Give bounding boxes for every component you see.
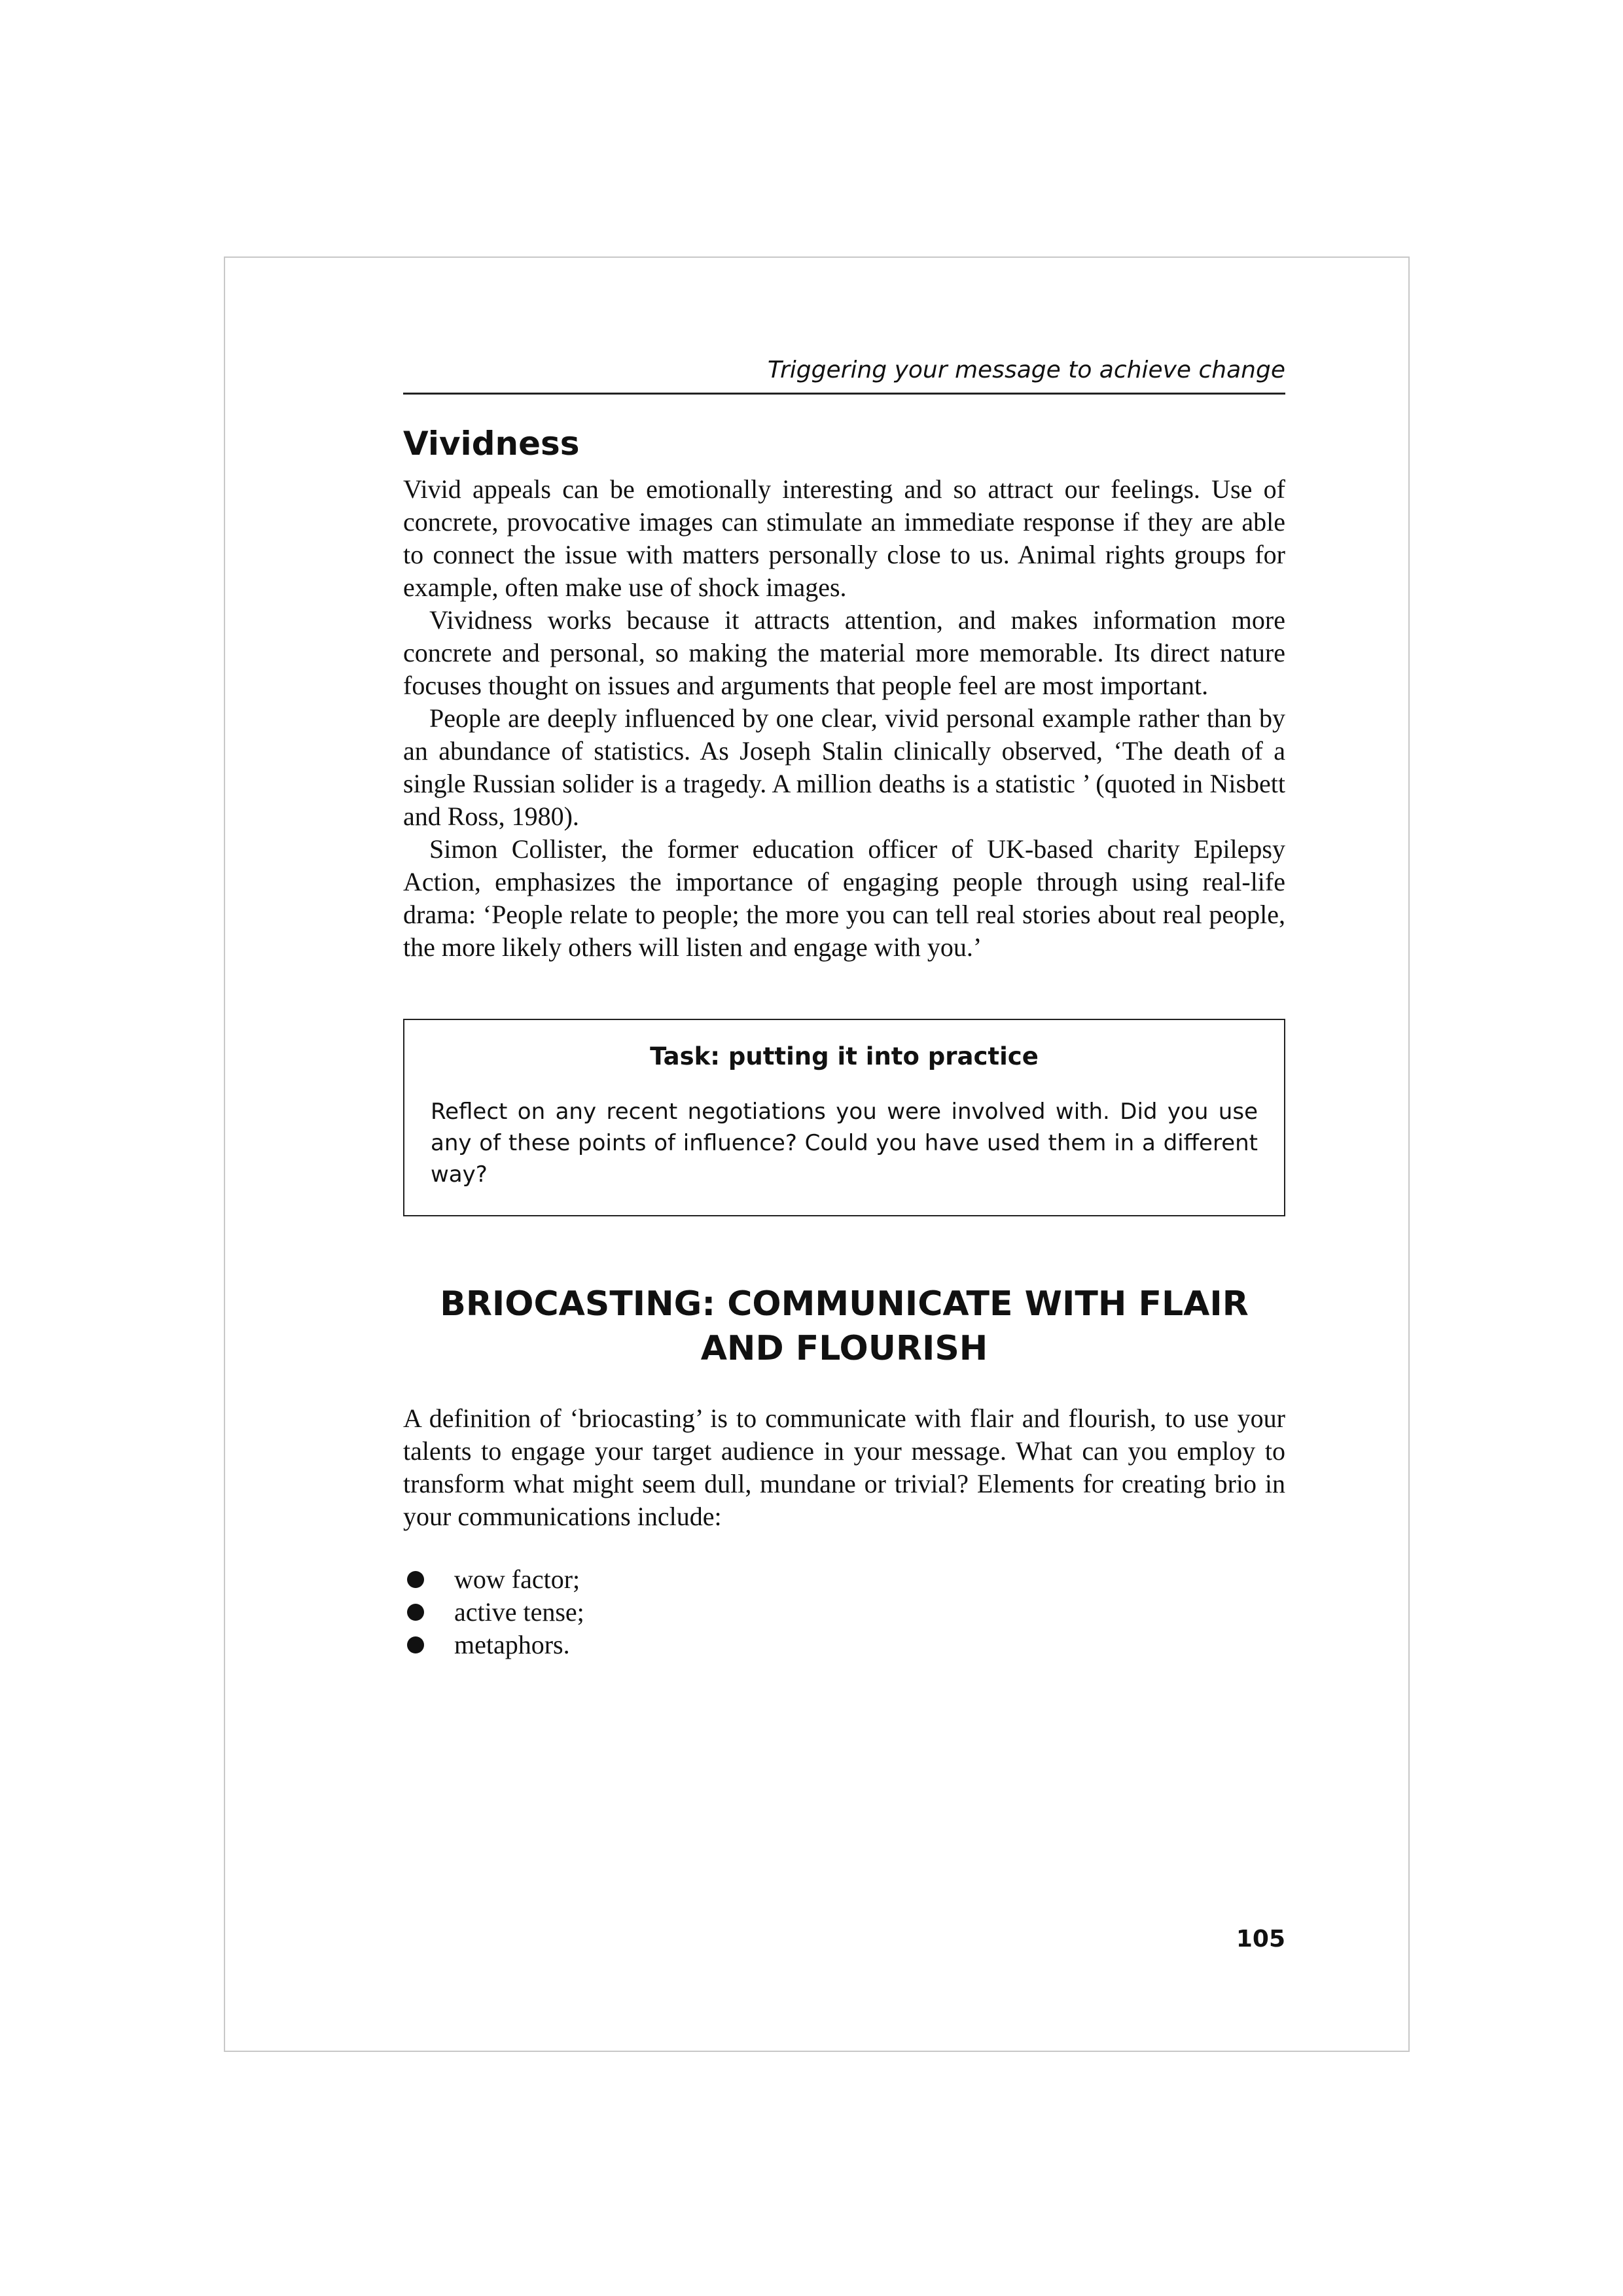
body-paragraph: People are deeply influenced by one clear, vivid personal example rather than by an abundance of statistics. As Joseph Stalin clinically observed, ‘The death of a single Russian solider is a tragedy. A million deaths is a statistic ’ (quoted in Nisbett and Ross, 1980). xyxy=(403,703,1285,831)
task-box xyxy=(403,1019,1285,1216)
list-item-text: active tense; xyxy=(454,1597,584,1627)
bullet-icon xyxy=(407,1604,424,1621)
chapter-intro-paragraph: A definition of ‘briocasting’ is to communicate with flair and flourish, to use your talents to engage your target audience in your message. What can you employ to transform what might seem dull, mundane or trivial? Elements for creating brio in your communications include: xyxy=(403,1404,1285,1531)
page-number: 105 xyxy=(1236,1926,1285,1952)
bullet-icon xyxy=(407,1636,424,1653)
body-paragraph: Vividness works because it attracts attention, and makes information more concrete and personal, so making the material more memorable. Its direct nature focuses thought on issues and arguments that people feel are most important. xyxy=(403,605,1285,700)
chapter-heading: BRIOCASTING: COMMUNICATE WITH FLAIR AND FLOURISH xyxy=(440,1284,1249,1368)
bullet-icon xyxy=(407,1571,424,1588)
list-item xyxy=(403,1563,1285,1596)
task-box-text: Reflect on any recent negotiations you were involved with. Did you use any of these points of influence? Could you have used them in a different way? xyxy=(431,1099,1258,1188)
list-item-text: wow factor; xyxy=(454,1564,580,1594)
bullet-list xyxy=(403,1563,1285,1661)
page-content xyxy=(403,353,1285,1661)
list-item-text: metaphors. xyxy=(454,1630,570,1659)
task-box-title: Task: putting it into practice xyxy=(650,1042,1039,1070)
body-paragraph: Simon Collister, the former education officer of UK-based charity Epilepsy Action, emphasizes the importance of engaging people through using real-life drama: ‘People relate to people; the more you can tell real stories about real people, the more likely others will listen and engage with you.’ xyxy=(403,834,1285,962)
list-item xyxy=(403,1596,1285,1629)
body-paragraph: Vivid appeals can be emotionally interesting and so attract our feelings. Use of concrete, provocative images can stimulate an immediate response if they are able to connect the issue with matters personally close to us. Animal rights groups for example, often make use of shock images. xyxy=(403,474,1285,602)
section-heading: Vividness xyxy=(403,425,580,463)
running-head: Triggering your message to achieve change xyxy=(403,353,1285,395)
list-item xyxy=(403,1629,1285,1661)
